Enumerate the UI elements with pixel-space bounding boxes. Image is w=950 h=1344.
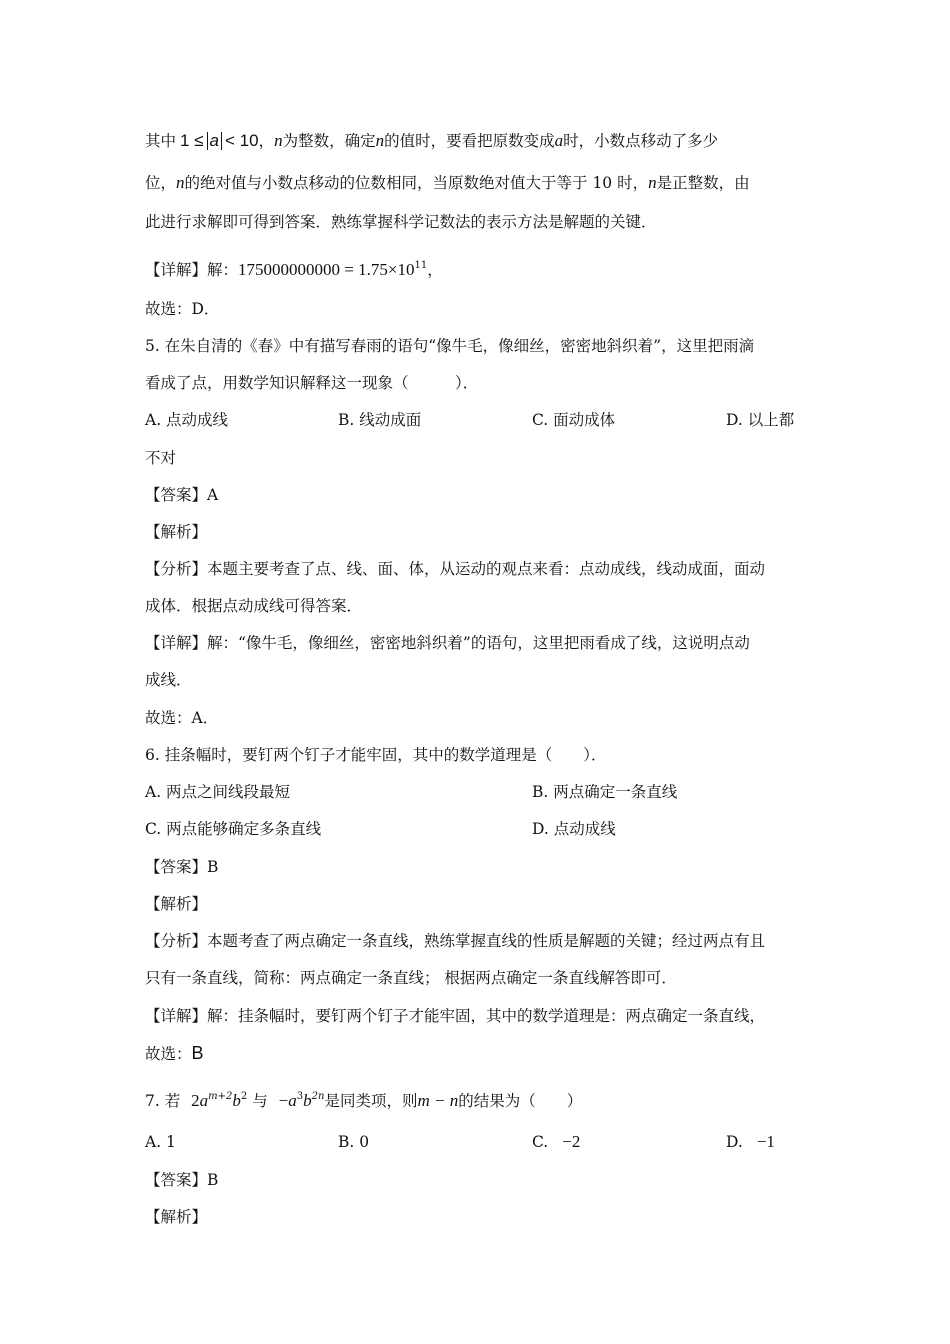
q5-answer: 【答案】A [145, 486, 219, 504]
inequality-right: < 10 [225, 131, 259, 150]
text: 时，小数点移动了多少 [563, 132, 719, 150]
q5-jiexi: 【解析】 [145, 523, 208, 541]
term2-b-exp: 2n [311, 1091, 325, 1102]
q7-answer: 【答案】B [145, 1171, 219, 1189]
intro-line-1 [145, 130, 718, 152]
variable-n: n [274, 131, 283, 150]
q5-option-c: C. 面动成体 [532, 411, 616, 429]
q6-analysis-2: 只有一条直线，简称：两点确定一条直线； 根据两点确定一条直线解答即可． [145, 969, 677, 987]
q5-detail-1: 【详解】解：“像牛毛，像细丝，密密地斜织着”的语句，这里把雨看成了线，这说明点动 [145, 634, 750, 652]
term1-b: b [232, 1091, 241, 1110]
term2-a: a [288, 1091, 297, 1110]
detail-label: 【详解】解： [145, 261, 239, 279]
term1-coef: 2 [191, 1091, 200, 1110]
choice-value: B [191, 1043, 204, 1063]
q5-detail-2: 成线． [145, 671, 192, 689]
variable-n: n [176, 173, 185, 192]
option-value: −2 [562, 1132, 581, 1151]
text: ， [258, 132, 275, 150]
q6-option-a: A. 两点之间线段最短 [145, 783, 291, 801]
intro-choice: 故选：D． [145, 300, 220, 318]
term2-sign: − [278, 1091, 289, 1110]
term1-b-exp: 2 [240, 1091, 248, 1102]
exponent: 11 [414, 260, 428, 271]
text: 的值时，要看把原数变成 [384, 132, 555, 150]
text: 是同类项，则 [324, 1092, 418, 1110]
text: 与 [252, 1092, 268, 1110]
q5-choice: 故选：A． [145, 709, 219, 727]
text: 7. 若 [145, 1092, 181, 1110]
abs-a [207, 132, 222, 150]
q5-option-d-cont: 不对 [145, 449, 177, 467]
text: 其中 [145, 132, 177, 150]
q5-analysis-1: 【分析】本题主要考查了点、线、面、体，从运动的观点来看：点动成线，线动成面，面动 [145, 560, 766, 578]
q6-option-c: C. 两点能够确定多条直线 [145, 820, 322, 838]
q6-choice [145, 1042, 204, 1065]
variable-n: n [648, 173, 657, 192]
q7-jiexi: 【解析】 [145, 1208, 208, 1226]
intro-line-2 [145, 172, 750, 194]
q7-stem [145, 1086, 582, 1112]
q5-option-b: B. 线动成面 [338, 411, 422, 429]
text: 是正整数，由 [656, 174, 750, 192]
scientific-notation: 175000000000 = 1.75×10 [238, 260, 415, 279]
q5-option-a: A. 点动成线 [145, 411, 229, 429]
q6-stem: 6. 挂条幅时，要钉两个钉子才能牢固，其中的数学道理是（ ）． [145, 746, 607, 764]
intro-detail [145, 255, 443, 281]
term1-a-exp: m+2 [208, 1091, 233, 1102]
expression-m-minus-n: m − n [417, 1091, 459, 1110]
term2-b: b [303, 1091, 312, 1110]
text: 的绝对值与小数点移动的位数相同，当原数绝对值大于等于 10 时， [184, 174, 649, 192]
term2-a-exp: 3 [296, 1091, 304, 1102]
q7-option-c [532, 1131, 580, 1153]
q6-option-b: B. 两点确定一条直线 [532, 783, 678, 801]
variable-a: a [209, 131, 219, 150]
q5-analysis-2: 成体．根据点动成线可得答案． [145, 597, 363, 615]
option-value: −1 [756, 1132, 775, 1151]
q5-option-d: D. 以上都 [726, 411, 795, 429]
text: ， [427, 261, 443, 279]
text: 位， [145, 174, 177, 192]
term1-a: a [199, 1091, 209, 1110]
q6-analysis-1: 【分析】本题考查了两点确定一条直线，熟练掌握直线的性质是解题的关键；经过两点有且 [145, 932, 766, 950]
q5-stem-1: 5. 在朱自清的《春》中有描写春雨的语句“像牛毛，像细丝，密密地斜织着”，这里把雨滴 [145, 337, 755, 355]
q7-option-a: A. 1 [145, 1133, 176, 1151]
q6-option-d: D. 点动成线 [532, 820, 616, 838]
q6-answer: 【答案】B [145, 858, 219, 876]
text: 为整数，确定 [282, 132, 376, 150]
intro-line-3: 此进行求解即可得到答案．熟练掌握科学记数法的表示方法是解题的关键． [145, 213, 657, 231]
q5-stem-2: 看成了点，用数学知识解释这一现象（ ）． [145, 374, 479, 392]
q7-option-b: B. 0 [338, 1133, 370, 1151]
variable-a: a [554, 131, 564, 150]
q6-detail: 【详解】解：挂条幅时，要钉两个钉子才能牢固，其中的数学道理是：两点确定一条直线， [145, 1007, 766, 1025]
inequality-left: 1 ≤ [180, 131, 204, 150]
option-label: D. [726, 1133, 743, 1151]
q6-jiexi: 【解析】 [145, 895, 208, 913]
option-label: C. [532, 1133, 549, 1151]
q7-option-d [726, 1131, 775, 1153]
text: 的结果为（ ） [458, 1092, 583, 1110]
variable-n: n [375, 131, 385, 150]
choice-label: 故选： [145, 1045, 192, 1063]
